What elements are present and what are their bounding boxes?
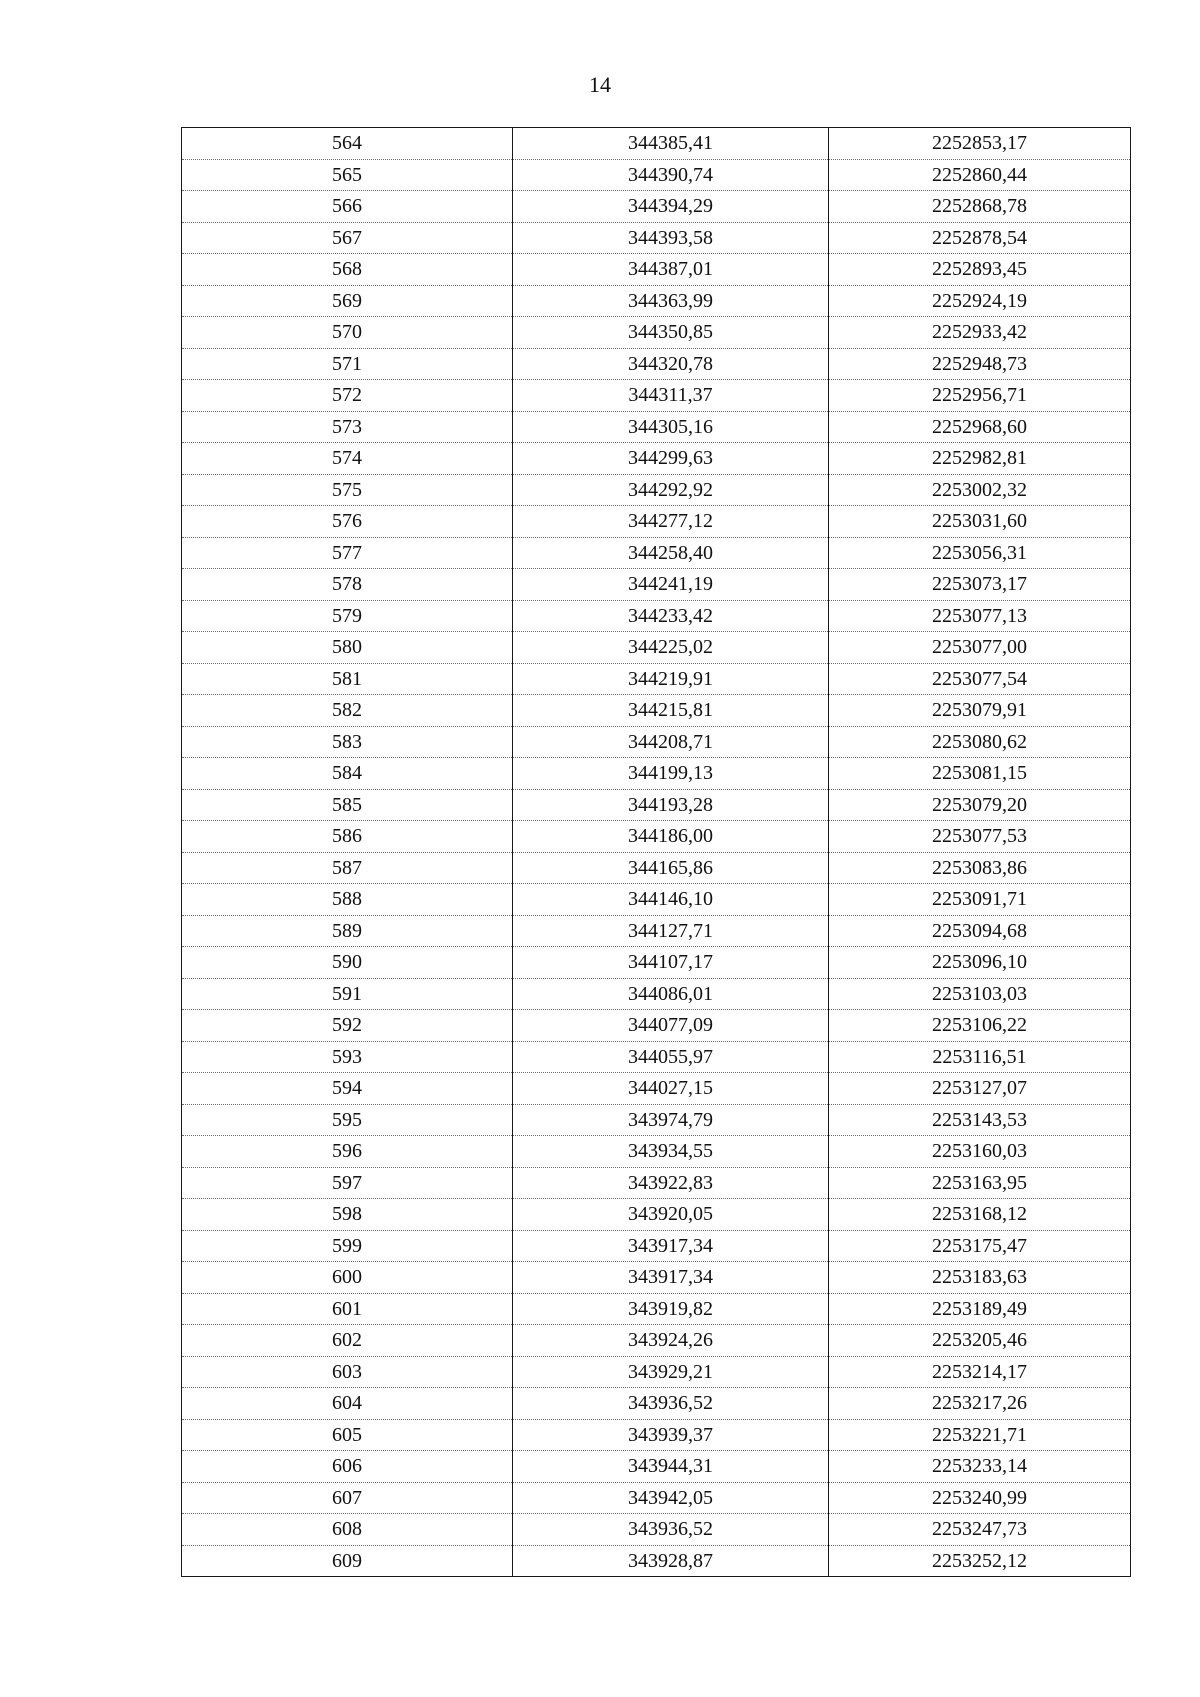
- point-number-cell: 580: [182, 632, 513, 664]
- table-row: [182, 1514, 1131, 1546]
- y-coordinate-cell: 2252924,19: [829, 285, 1131, 317]
- y-coordinate-cell: 2253163,95: [829, 1167, 1131, 1199]
- table-row: [182, 821, 1131, 853]
- y-coordinate-cell: 2253073,17: [829, 569, 1131, 601]
- table-row: [182, 726, 1131, 758]
- y-coordinate-cell: 2252982,81: [829, 443, 1131, 475]
- point-number-cell: 585: [182, 789, 513, 821]
- y-coordinate-cell: 2253094,68: [829, 915, 1131, 947]
- y-coordinate-cell: 2253096,10: [829, 947, 1131, 979]
- table-row: [182, 506, 1131, 538]
- table-row: [182, 1136, 1131, 1168]
- table-row: [182, 1199, 1131, 1231]
- x-coordinate-cell: 343936,52: [513, 1388, 829, 1420]
- point-number-cell: 608: [182, 1514, 513, 1546]
- table-row: [182, 884, 1131, 916]
- point-number-cell: 594: [182, 1073, 513, 1105]
- table-row: [182, 380, 1131, 412]
- point-number-cell: 590: [182, 947, 513, 979]
- y-coordinate-cell: 2253079,20: [829, 789, 1131, 821]
- table-row: [182, 852, 1131, 884]
- table-row: [182, 128, 1131, 160]
- y-coordinate-cell: 2253077,54: [829, 663, 1131, 695]
- x-coordinate-cell: 343919,82: [513, 1293, 829, 1325]
- y-coordinate-cell: 2253247,73: [829, 1514, 1131, 1546]
- y-coordinate-cell: 2252878,54: [829, 222, 1131, 254]
- point-number-cell: 574: [182, 443, 513, 475]
- x-coordinate-cell: 344086,01: [513, 978, 829, 1010]
- table-row: [182, 159, 1131, 191]
- y-coordinate-cell: 2253080,62: [829, 726, 1131, 758]
- point-number-cell: 606: [182, 1451, 513, 1483]
- y-coordinate-cell: 2253217,26: [829, 1388, 1131, 1420]
- x-coordinate-cell: 343944,31: [513, 1451, 829, 1483]
- point-number-cell: 568: [182, 254, 513, 286]
- point-number-cell: 583: [182, 726, 513, 758]
- x-coordinate-cell: 344394,29: [513, 191, 829, 223]
- point-number-cell: 605: [182, 1419, 513, 1451]
- table-row: [182, 947, 1131, 979]
- point-number-cell: 593: [182, 1041, 513, 1073]
- table-row: [182, 1419, 1131, 1451]
- y-coordinate-cell: 2253240,99: [829, 1482, 1131, 1514]
- table-row: [182, 1073, 1131, 1105]
- x-coordinate-cell: 344350,85: [513, 317, 829, 349]
- point-number-cell: 591: [182, 978, 513, 1010]
- table-row: [182, 1262, 1131, 1294]
- point-number-cell: 597: [182, 1167, 513, 1199]
- point-number-cell: 582: [182, 695, 513, 727]
- y-coordinate-cell: 2252860,44: [829, 159, 1131, 191]
- y-coordinate-cell: 2253175,47: [829, 1230, 1131, 1262]
- table-row: [182, 1356, 1131, 1388]
- table-row: [182, 1167, 1131, 1199]
- table-row: [182, 789, 1131, 821]
- y-coordinate-cell: 2253083,86: [829, 852, 1131, 884]
- table-row: [182, 569, 1131, 601]
- y-coordinate-cell: 2252868,78: [829, 191, 1131, 223]
- y-coordinate-cell: 2253091,71: [829, 884, 1131, 916]
- x-coordinate-cell: 344127,71: [513, 915, 829, 947]
- y-coordinate-cell: 2253221,71: [829, 1419, 1131, 1451]
- y-coordinate-cell: 2253205,46: [829, 1325, 1131, 1357]
- x-coordinate-cell: 344292,92: [513, 474, 829, 506]
- point-number-cell: 569: [182, 285, 513, 317]
- y-coordinate-cell: 2253252,12: [829, 1545, 1131, 1577]
- table-row: [182, 317, 1131, 349]
- point-number-cell: 599: [182, 1230, 513, 1262]
- point-number-cell: 564: [182, 128, 513, 160]
- table-row: [182, 758, 1131, 790]
- table-row: [182, 632, 1131, 664]
- point-number-cell: 607: [182, 1482, 513, 1514]
- point-number-cell: 603: [182, 1356, 513, 1388]
- table-row: [182, 222, 1131, 254]
- x-coordinate-cell: 343939,37: [513, 1419, 829, 1451]
- y-coordinate-cell: 2252933,42: [829, 317, 1131, 349]
- point-number-cell: 586: [182, 821, 513, 853]
- table-row: [182, 254, 1131, 286]
- x-coordinate-cell: 344363,99: [513, 285, 829, 317]
- y-coordinate-cell: 2253116,51: [829, 1041, 1131, 1073]
- point-number-cell: 584: [182, 758, 513, 790]
- y-coordinate-cell: 2253233,14: [829, 1451, 1131, 1483]
- y-coordinate-cell: 2253214,17: [829, 1356, 1131, 1388]
- x-coordinate-cell: 344390,74: [513, 159, 829, 191]
- point-number-cell: 577: [182, 537, 513, 569]
- point-number-cell: 604: [182, 1388, 513, 1420]
- y-coordinate-cell: 2253103,03: [829, 978, 1131, 1010]
- point-number-cell: 571: [182, 348, 513, 380]
- x-coordinate-cell: 344186,00: [513, 821, 829, 853]
- y-coordinate-cell: 2253031,60: [829, 506, 1131, 538]
- point-number-cell: 576: [182, 506, 513, 538]
- y-coordinate-cell: 2252853,17: [829, 128, 1131, 160]
- table-row: [182, 1482, 1131, 1514]
- y-coordinate-cell: 2253077,00: [829, 632, 1131, 664]
- y-coordinate-cell: 2253056,31: [829, 537, 1131, 569]
- x-coordinate-cell: 343920,05: [513, 1199, 829, 1231]
- point-number-cell: 595: [182, 1104, 513, 1136]
- x-coordinate-cell: 344311,37: [513, 380, 829, 412]
- x-coordinate-cell: 343936,52: [513, 1514, 829, 1546]
- x-coordinate-cell: 344077,09: [513, 1010, 829, 1042]
- point-number-cell: 588: [182, 884, 513, 916]
- point-number-cell: 598: [182, 1199, 513, 1231]
- x-coordinate-cell: 344320,78: [513, 348, 829, 380]
- point-number-cell: 579: [182, 600, 513, 632]
- point-number-cell: 567: [182, 222, 513, 254]
- point-number-cell: 578: [182, 569, 513, 601]
- coordinates-table-body: [182, 128, 1131, 1577]
- table-row: [182, 537, 1131, 569]
- table-row: [182, 1293, 1131, 1325]
- point-number-cell: 581: [182, 663, 513, 695]
- y-coordinate-cell: 2253002,32: [829, 474, 1131, 506]
- point-number-cell: 575: [182, 474, 513, 506]
- table-row: [182, 1104, 1131, 1136]
- table-row: [182, 348, 1131, 380]
- y-coordinate-cell: 2253127,07: [829, 1073, 1131, 1105]
- y-coordinate-cell: 2253077,13: [829, 600, 1131, 632]
- x-coordinate-cell: 344258,40: [513, 537, 829, 569]
- x-coordinate-cell: 343928,87: [513, 1545, 829, 1577]
- y-coordinate-cell: 2252968,60: [829, 411, 1131, 443]
- table-row: [182, 191, 1131, 223]
- x-coordinate-cell: 344385,41: [513, 128, 829, 160]
- point-number-cell: 566: [182, 191, 513, 223]
- x-coordinate-cell: 344146,10: [513, 884, 829, 916]
- x-coordinate-cell: 344393,58: [513, 222, 829, 254]
- point-number-cell: 587: [182, 852, 513, 884]
- table-row: [182, 1451, 1131, 1483]
- y-coordinate-cell: 2253106,22: [829, 1010, 1131, 1042]
- table-row: [182, 285, 1131, 317]
- table-row: [182, 695, 1131, 727]
- table-row: [182, 663, 1131, 695]
- x-coordinate-cell: 344219,91: [513, 663, 829, 695]
- point-number-cell: 573: [182, 411, 513, 443]
- x-coordinate-cell: 343929,21: [513, 1356, 829, 1388]
- y-coordinate-cell: 2252956,71: [829, 380, 1131, 412]
- table-row: [182, 915, 1131, 947]
- x-coordinate-cell: 344387,01: [513, 254, 829, 286]
- point-number-cell: 602: [182, 1325, 513, 1357]
- table-row: [182, 1041, 1131, 1073]
- x-coordinate-cell: 344193,28: [513, 789, 829, 821]
- x-coordinate-cell: 344027,15: [513, 1073, 829, 1105]
- table-row: [182, 1388, 1131, 1420]
- x-coordinate-cell: 344299,63: [513, 443, 829, 475]
- x-coordinate-cell: 343942,05: [513, 1482, 829, 1514]
- table-row: [182, 443, 1131, 475]
- x-coordinate-cell: 344199,13: [513, 758, 829, 790]
- x-coordinate-cell: 344165,86: [513, 852, 829, 884]
- point-number-cell: 609: [182, 1545, 513, 1577]
- point-number-cell: 570: [182, 317, 513, 349]
- table-row: [182, 1325, 1131, 1357]
- x-coordinate-cell: 343924,26: [513, 1325, 829, 1357]
- y-coordinate-cell: 2253081,15: [829, 758, 1131, 790]
- y-coordinate-cell: 2252893,45: [829, 254, 1131, 286]
- coordinates-table: [181, 127, 1131, 1577]
- point-number-cell: 600: [182, 1262, 513, 1294]
- x-coordinate-cell: 344241,19: [513, 569, 829, 601]
- y-coordinate-cell: 2253077,53: [829, 821, 1131, 853]
- point-number-cell: 596: [182, 1136, 513, 1168]
- y-coordinate-cell: 2253160,03: [829, 1136, 1131, 1168]
- x-coordinate-cell: 344107,17: [513, 947, 829, 979]
- table-row: [182, 978, 1131, 1010]
- table-row: [182, 1010, 1131, 1042]
- point-number-cell: 589: [182, 915, 513, 947]
- x-coordinate-cell: 343917,34: [513, 1230, 829, 1262]
- x-coordinate-cell: 344055,97: [513, 1041, 829, 1073]
- x-coordinate-cell: 344215,81: [513, 695, 829, 727]
- y-coordinate-cell: 2253189,49: [829, 1293, 1131, 1325]
- table-row: [182, 600, 1131, 632]
- x-coordinate-cell: 344233,42: [513, 600, 829, 632]
- table-row: [182, 411, 1131, 443]
- y-coordinate-cell: 2253168,12: [829, 1199, 1131, 1231]
- x-coordinate-cell: 344208,71: [513, 726, 829, 758]
- x-coordinate-cell: 344225,02: [513, 632, 829, 664]
- x-coordinate-cell: 343922,83: [513, 1167, 829, 1199]
- x-coordinate-cell: 343934,55: [513, 1136, 829, 1168]
- x-coordinate-cell: 344305,16: [513, 411, 829, 443]
- point-number-cell: 572: [182, 380, 513, 412]
- table-row: [182, 1545, 1131, 1577]
- x-coordinate-cell: 343917,34: [513, 1262, 829, 1294]
- x-coordinate-cell: 344277,12: [513, 506, 829, 538]
- page-number: 14: [589, 72, 611, 97]
- y-coordinate-cell: 2253079,91: [829, 695, 1131, 727]
- table-row: [182, 1230, 1131, 1262]
- y-coordinate-cell: 2253143,53: [829, 1104, 1131, 1136]
- y-coordinate-cell: 2253183,63: [829, 1262, 1131, 1294]
- point-number-cell: 601: [182, 1293, 513, 1325]
- y-coordinate-cell: 2252948,73: [829, 348, 1131, 380]
- point-number-cell: 565: [182, 159, 513, 191]
- point-number-cell: 592: [182, 1010, 513, 1042]
- table-row: [182, 474, 1131, 506]
- x-coordinate-cell: 343974,79: [513, 1104, 829, 1136]
